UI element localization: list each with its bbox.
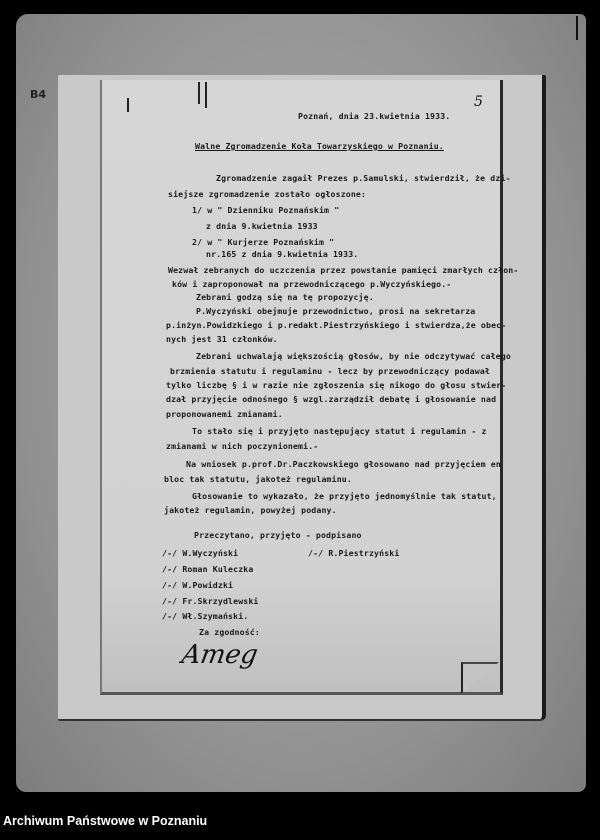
- handwritten-signature: Ameg: [179, 640, 261, 670]
- text-line: zmianami w nich poczynionemi.-: [166, 441, 319, 451]
- clip-mark: [205, 82, 207, 108]
- text-line: Wezwał zebranych do uczczenia przez powstanie pamięci zmarłych człon-: [168, 265, 519, 275]
- text-line: tylko liczbę § i w razie nie zgłoszenia się nikogo do głosu stwier-: [166, 380, 507, 390]
- signatory: /-/ Roman Kuleczka: [162, 564, 254, 574]
- text-line: To stało się i przyjęto następujący statut i regulamin - z: [192, 426, 487, 436]
- text-line: p.inżyn.Powidzkiego i p.redakt.Piestrzyńskiego i stwierdza,że obec-: [166, 320, 507, 330]
- place-date: Poznań, dnia 23.kwietnia 1933.: [298, 111, 451, 121]
- text-line: Na wniosek p.prof.Dr.Paczkowskiego głosowano nad przyjęciem en: [186, 459, 501, 469]
- signatory: /-/ R.Piestrzyński: [308, 548, 400, 558]
- text-line: ków i zaproponował na przewodniczącego p.Wyczyńskiego.-: [172, 279, 452, 289]
- text-line: nr.165 z dnia 9.kwietnia 1933.: [206, 249, 359, 259]
- signatory: /-/ W.Powidzki: [162, 580, 234, 590]
- text-line: Głosowanie to wykazało, że przyjęto jednomyślnie tak statut,: [192, 491, 497, 501]
- text-line: z dnia 9.kwietnia 1933: [206, 221, 318, 231]
- text-line: Zgromadzenie zagaił Prezes p.Samulski, stwierdził, że dzi-: [216, 173, 511, 183]
- text-line: 2/ w " Kurjerze Poznańskim ": [192, 237, 335, 247]
- archive-credit: Archiwum Państwowe w Poznaniu: [3, 814, 208, 828]
- text-line: P.Wyczyński obejmuje przewodnictwo, prosi na sekretarza: [196, 306, 476, 316]
- text-line: brzmienia statutu i regulaminu - lecz by przewodniczący podawał: [170, 366, 490, 376]
- text-line: bloc tak statutu, jakoteż regulaminu.: [164, 474, 352, 484]
- text-line: Przeczytano, przyjęto - podpisano: [194, 530, 362, 540]
- signatory: /-/ Fr.Skrzydlewski: [162, 596, 259, 606]
- page-number: 5: [474, 94, 483, 110]
- text-line: nych jest 31 członków.: [166, 334, 278, 344]
- signatory: /-/ W.Wyczyński: [162, 548, 239, 558]
- text-line: jakoteż regulamin, powyżej podany.: [164, 505, 337, 515]
- clip-mark: [198, 82, 200, 104]
- signatory: /-/ Wł.Szymański.: [162, 611, 249, 621]
- text-line: Zebrani godzą się na tę propozycję.: [196, 292, 374, 302]
- text-line: siejsze zgromadzenie zostało ogłoszone:: [168, 189, 367, 199]
- text-line: dzał przyjęcie odnośnego § wzgl.zarządził debatę i głosowanie nad: [166, 394, 497, 404]
- text-line: Zebrani uchwalają większością głosów, by nie odczytywać całego: [196, 351, 511, 361]
- backboard-label: B4: [30, 88, 47, 101]
- text-line: proponowanemi zmianami.: [166, 409, 283, 419]
- attestation: Za zgodność:: [199, 627, 260, 637]
- backboard-mark: [576, 16, 578, 40]
- text-line: 1/ w " Dzienniku Poznańskim ": [192, 205, 340, 215]
- document-title: Walne Zgromadzenie Koła Towarzyskiego w Poznaniu.: [195, 141, 444, 151]
- hole-mark: [127, 98, 129, 112]
